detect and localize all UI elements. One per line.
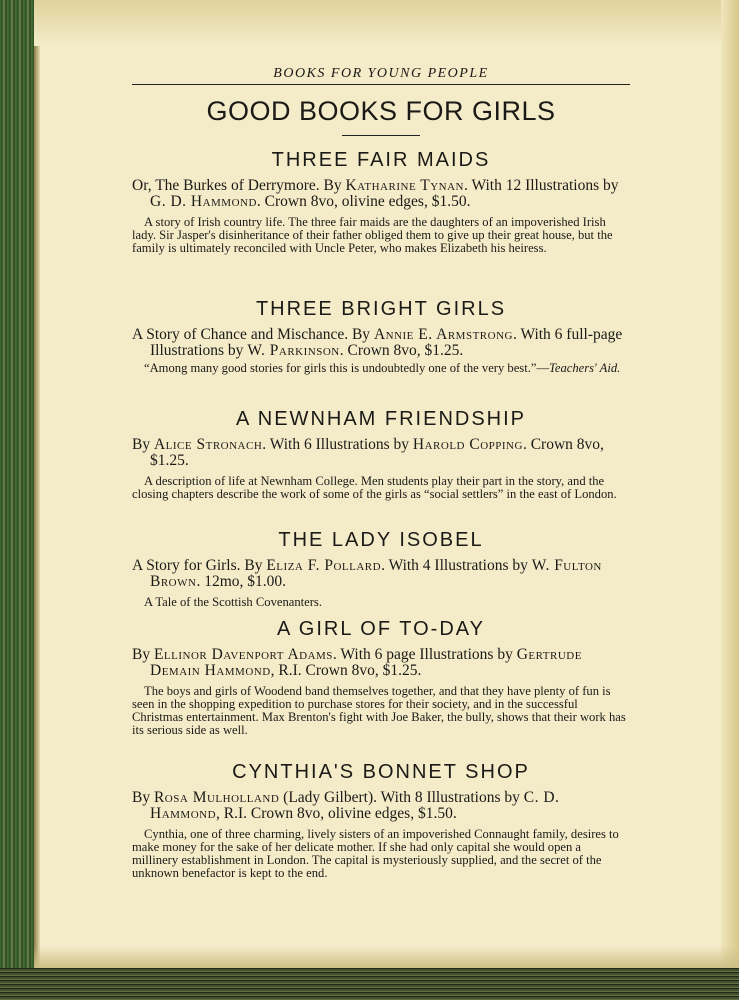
illustrator-name: W. Fulton Brown bbox=[150, 557, 602, 590]
book-details: A Story for Girls. By Eliza F. Pollard. With 4 Illustrations by W. Fulton Brown. 12mo, $1.00. bbox=[132, 557, 602, 590]
author-name: Ellinor Davenport Adams bbox=[153, 646, 333, 663]
running-head: BOOKS FOR YOUNG PEOPLE bbox=[273, 66, 489, 81]
book-description: A description of life at Newnham College. Men students play their part in the story, and the closing chapters describe the work of some of the girls as “social settlers” in the east of London. bbox=[132, 474, 617, 501]
illustrator-name: C. D. Hammond bbox=[150, 789, 560, 822]
book-description: A Tale of the Scottish Covenanters. bbox=[144, 595, 322, 609]
book-entry bbox=[132, 407, 630, 501]
book-description: Cynthia, one of three charming, lively sisters of an impoverished Connaught family, desires to make money for the sake of her delicate mother. If she had only capital she would open a millinery establishment in London. The capital is mysteriously supplied, and the secret of the unknown benefactor is kept to the end. bbox=[132, 827, 619, 880]
book-entry bbox=[132, 297, 630, 375]
quote-source: Teachers' Aid. bbox=[549, 361, 621, 375]
book-entry bbox=[132, 528, 630, 609]
book-title: THREE FAIR MAIDS bbox=[271, 149, 491, 171]
page-right-edge bbox=[721, 0, 739, 1000]
book-details: By Alice Stronach. With 6 Illustrations by Harold Copping. Crown 8vo, $1.25. bbox=[132, 436, 604, 469]
book-description: A story of Irish country life. The three fair maids are the daughters of an impoverished Irish lady. Sir Jasper's disinheritance of their father obliged them to give up their great house, but the family is ultimately reconciled with Uncle Peter, who makes Elizabeth his heiress. bbox=[132, 215, 613, 255]
page-title: GOOD BOOKS FOR GIRLS bbox=[206, 96, 556, 126]
page-top-shade bbox=[34, 0, 739, 46]
illustrator-name: G. D. Hammond bbox=[150, 193, 257, 210]
book-details: A Story of Chance and Mischance. By Annie E. Armstrong. With 6 full-page Illustrations by W. Parkinson. Crown 8vo, $1.25. bbox=[132, 326, 623, 359]
author-name: Katharine Tynan bbox=[345, 177, 464, 194]
book-description: “Among many good stories for girls this is undoubtedly one of the very best.”—Teachers' Aid. bbox=[144, 361, 621, 375]
author-name: Rosa Mulholland bbox=[153, 789, 280, 806]
page-bottom-shade bbox=[34, 946, 739, 968]
page-gutter bbox=[34, 0, 40, 1000]
book-title: CYNTHIA'S BONNET SHOP bbox=[232, 761, 530, 783]
book-title: A NEWNHAM FRIENDSHIP bbox=[235, 408, 527, 430]
book-description: The boys and girls of Woodend band themselves together, and that they have plenty of fun is seen in the shopping expedition to purchase stores for their society, and in the successful Christmas entertainment. Max Brenton's fight with Joe Baker, the bully, shows that their work has its serious side as well. bbox=[132, 684, 626, 737]
book-details: By Rosa Mulholland (Lady Gilbert). With 8 Illustrations by C. D. Hammond, R.I. Crown 8vo, olivine edges, $1.50. bbox=[132, 789, 560, 822]
book-title: THREE BRIGHT GIRLS bbox=[255, 298, 507, 320]
author-name: Eliza F. Pollard bbox=[266, 557, 382, 574]
book-spine bbox=[0, 0, 34, 1000]
book-title: A GIRL OF TO-DAY bbox=[277, 618, 485, 640]
title-rule bbox=[342, 135, 420, 136]
book-bottom-edge bbox=[0, 968, 739, 1000]
book-entry bbox=[132, 617, 630, 737]
book-title: THE LADY ISOBEL bbox=[278, 529, 484, 551]
author-name: Annie E. Armstrong bbox=[373, 326, 513, 343]
header-rule bbox=[132, 84, 630, 85]
illustrator-name: Gertrude Demain Hammond bbox=[150, 646, 582, 679]
illustrator-name: W. Parkinson bbox=[247, 342, 340, 359]
book-details: By Ellinor Davenport Adams. With 6 page Illustrations by Gertrude Demain Hammond, R.I. Crown 8vo, $1.25. bbox=[132, 646, 582, 679]
author-name: Alice Stronach bbox=[153, 436, 263, 453]
book-entry bbox=[132, 148, 630, 255]
book-details: Or, The Burkes of Derrymore. By Katharine Tynan. With 12 Illustrations by G. D. Hammond. Crown 8vo, olivine edges, $1.50. bbox=[132, 177, 619, 210]
illustrator-name: Harold Copping bbox=[412, 436, 523, 453]
book-entry bbox=[132, 760, 630, 880]
